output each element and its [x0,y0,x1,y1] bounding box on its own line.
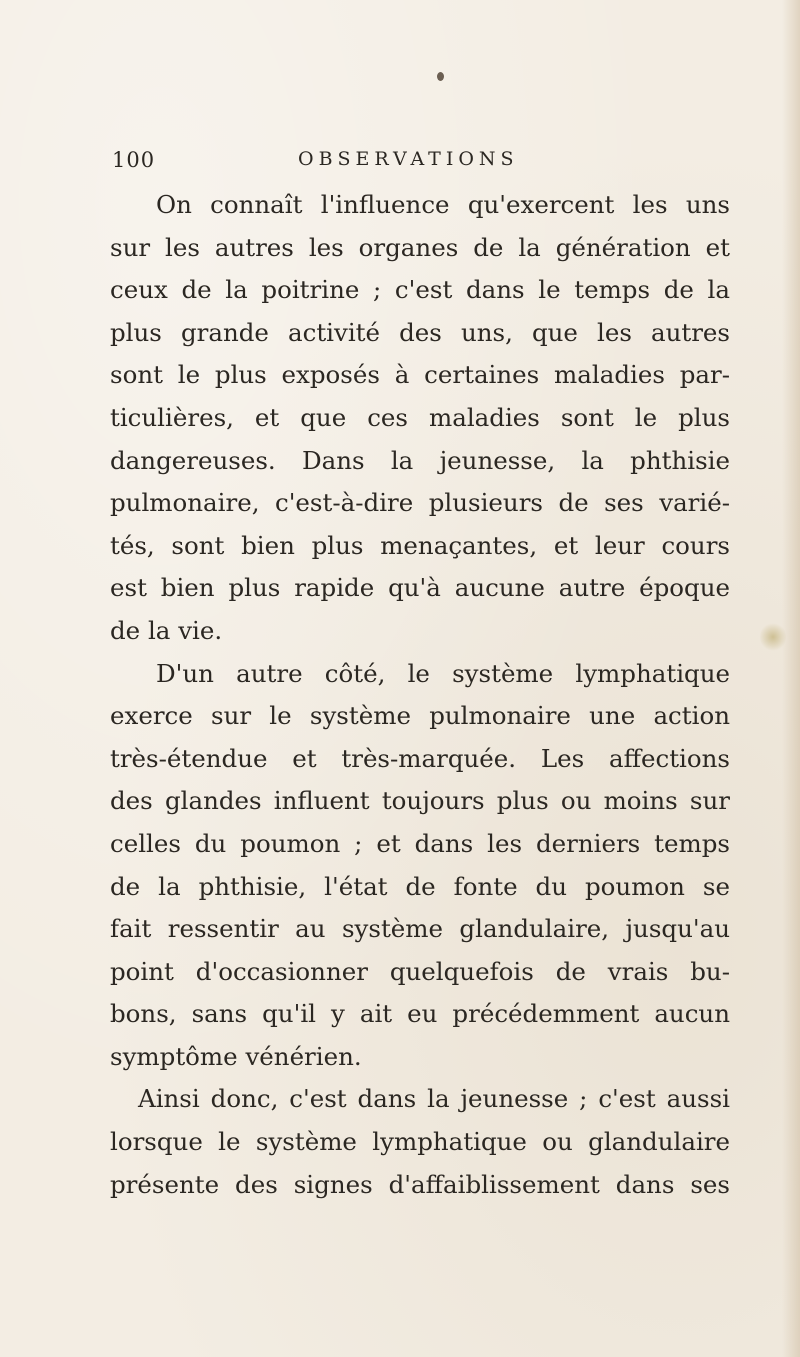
text-line: pulmonaire, c'est-à-dire plusieurs de ses varié- [110,488,730,518]
text-line: ticulières, et que ces maladies sont le plus [110,402,730,432]
text-line: dangereuses. Dans la jeunesse, la phthisie [110,445,730,475]
text-line: bons, sans qu'il y ait eu précédemment aucun [110,999,730,1029]
text-line: tés, sont bien plus menaçantes, et leur cours [110,530,730,560]
text-line: des glandes influent toujours plus ou moins sur [110,786,730,816]
text-line: On connaît l'influence qu'exercent les uns [156,190,730,219]
text-line: présente des signes d'affaiblissement dans ses [110,1169,730,1199]
text-line: sont le plus exposés à certaines maladies par- [110,360,730,390]
text-line: fait ressentir au système glandulaire, jusqu'au [110,914,730,944]
text-line: de la vie. [110,615,223,645]
text-line: D'un autre côté, le système lymphatique [156,658,730,688]
text-line: sur les autres les organes de la génération et [110,232,730,262]
page-number: 100 [112,148,156,172]
text-line: lorsque le système lymphatique ou glandulaire [110,1127,730,1157]
text-line: ceux de la poitrine ; c'est dans le temps de la [110,275,730,305]
page-edge-shadow [782,0,800,1357]
text-line: très-étendue et très-marquée. Les affections [110,743,730,773]
running-head: OBSERVATIONS [298,148,519,170]
text-line: celles du poumon ; et dans les derniers temps [110,828,730,858]
paper-stain [760,622,786,652]
text-line: est bien plus rapide qu'à aucune autre époque [110,573,730,603]
text-line: plus grande activité des uns, que les autres [110,317,730,347]
text-line: exerce sur le système pulmonaire une action [110,701,730,731]
text-line: symptôme vénérien. [110,1041,362,1071]
text-line: point d'occasionner quelquefois de vrais bu- [110,956,730,986]
text-line: de la phthisie, l'état de fonte du poumon se [110,871,730,901]
page-header [0,146,800,180]
text-line: Ainsi donc, c'est dans la jeunesse ; c'est aussi [138,1084,730,1114]
body-text [110,184,730,1206]
ink-blot [437,72,444,81]
